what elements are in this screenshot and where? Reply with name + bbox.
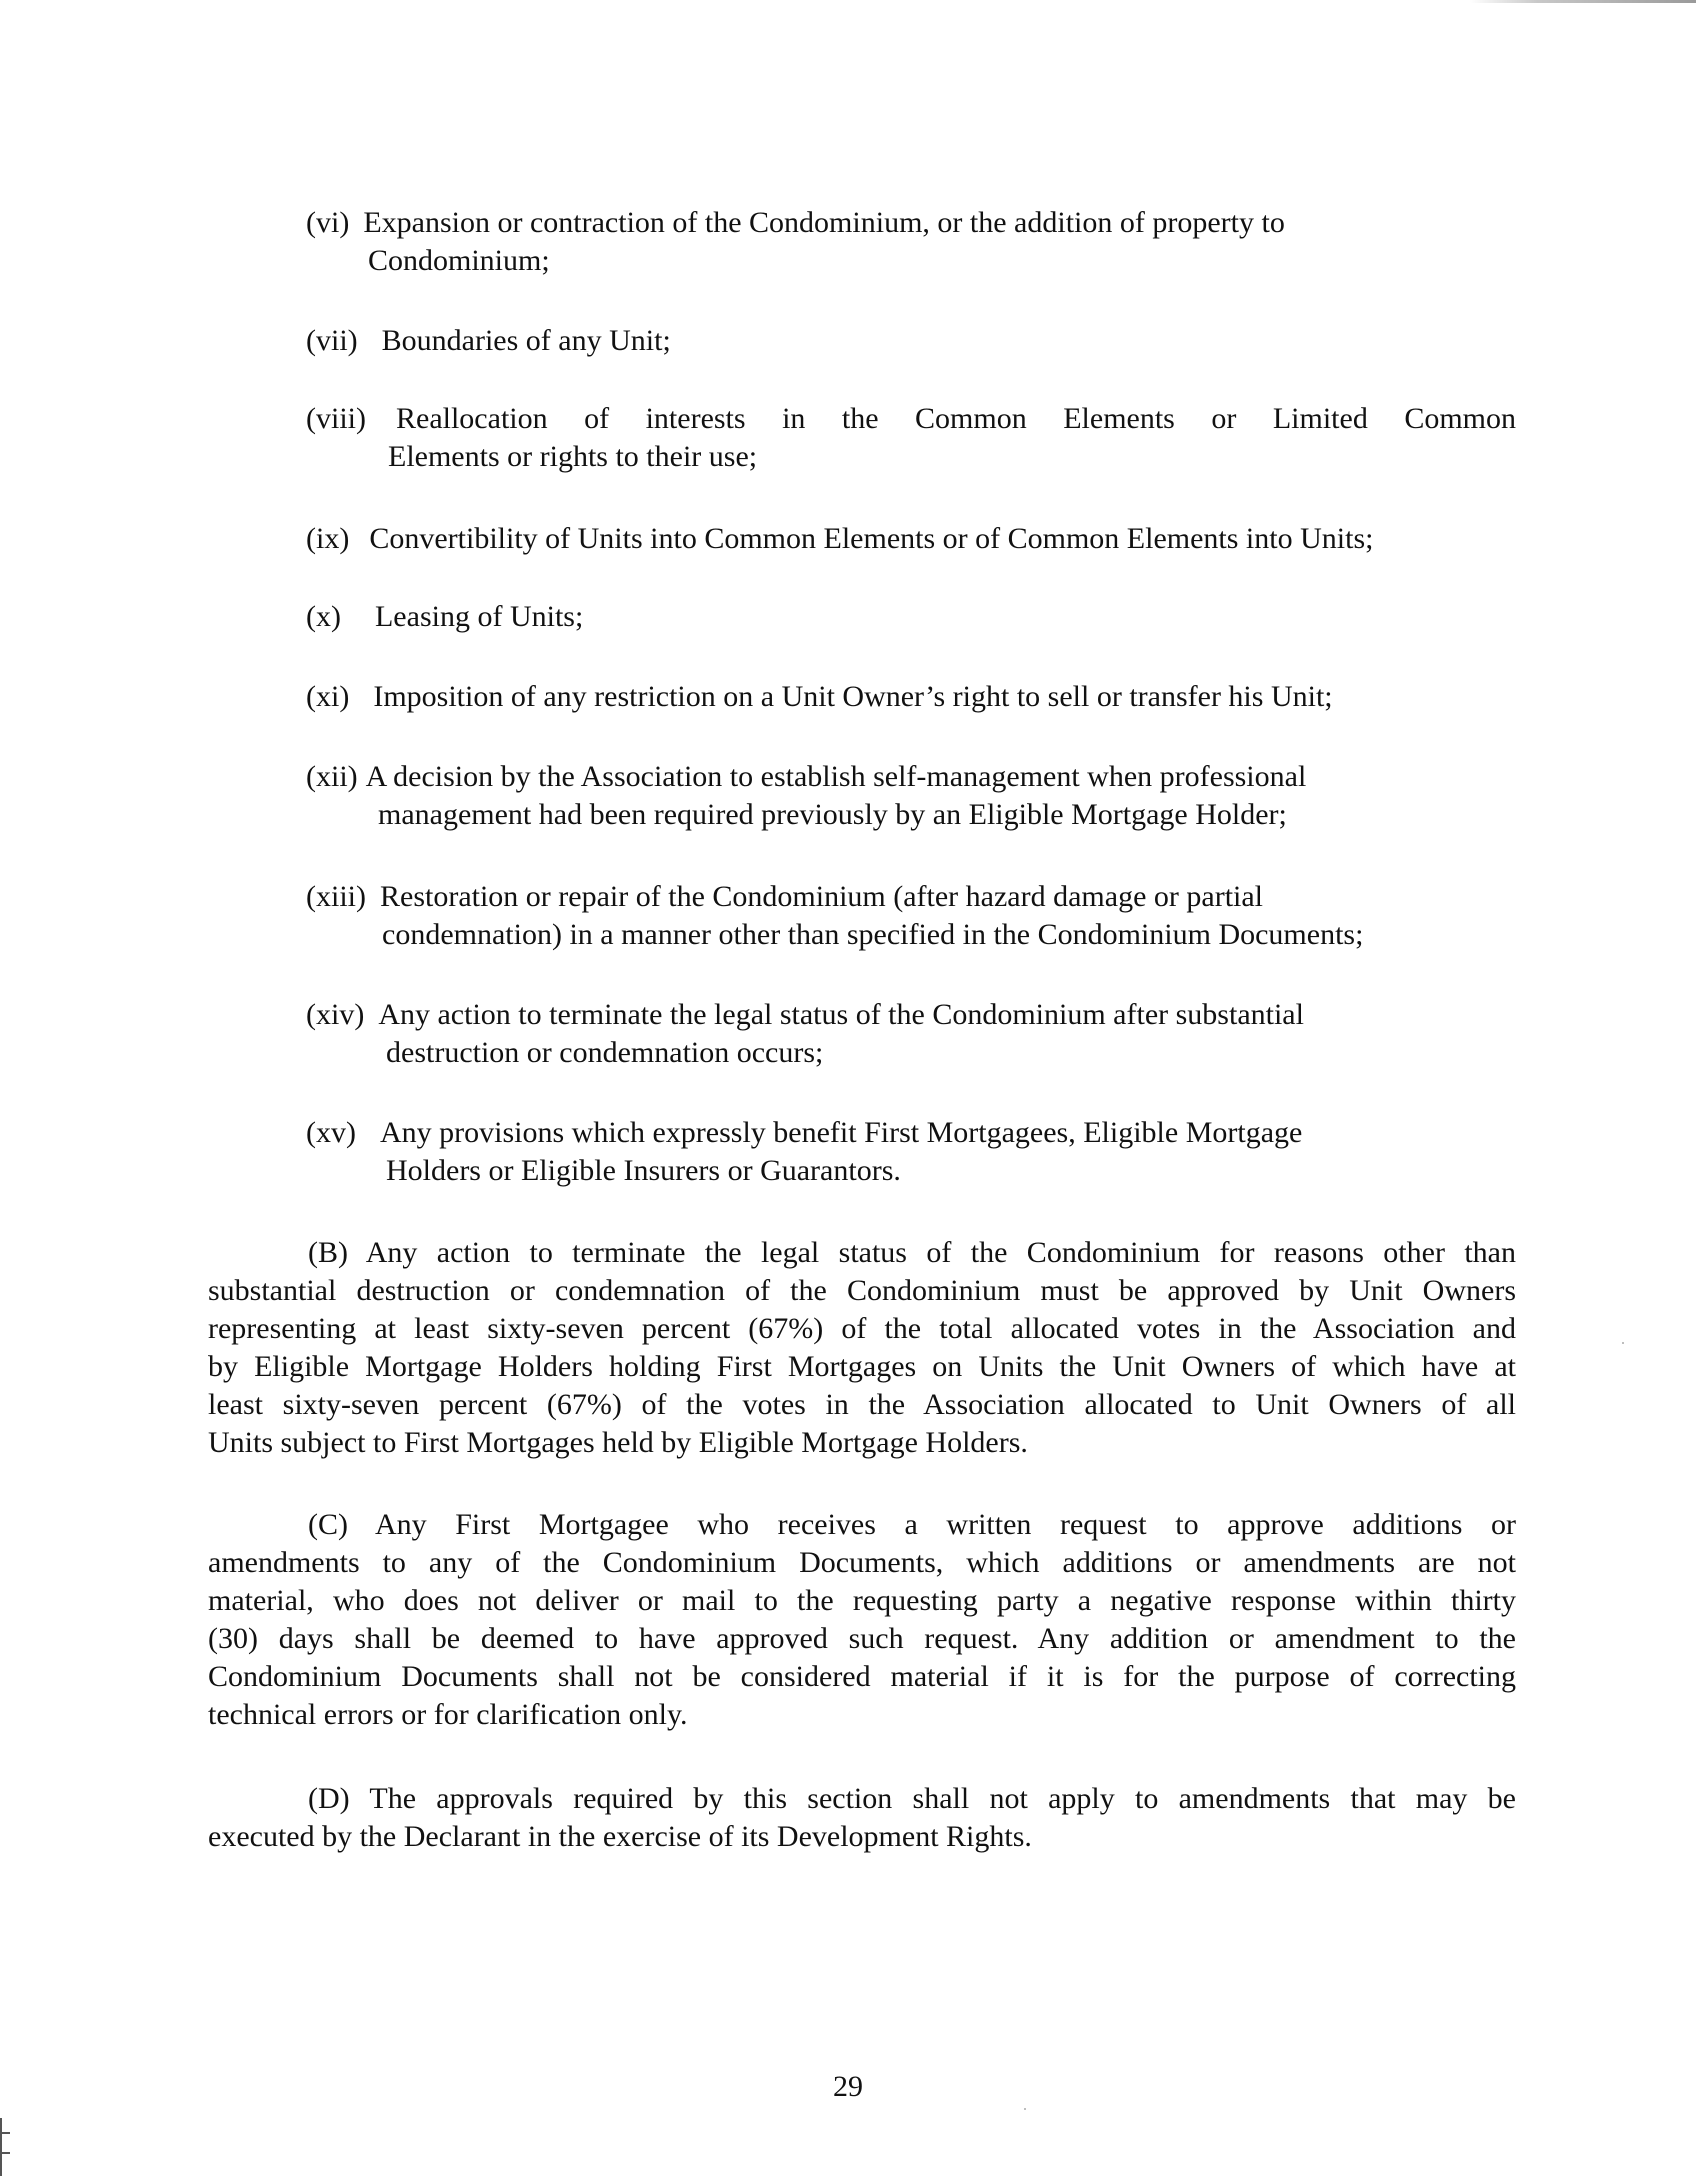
list-item-vi [306, 204, 1516, 280]
list-text-line1: Boundaries of any Unit; [381, 324, 671, 357]
paragraph-line: executed by the Declarant in the exercise of its Development Rights. [208, 1820, 1032, 1853]
list-marker: (xv) [306, 1116, 356, 1149]
paragraph-line: (D) The approvals required by this section shall not apply to amendments that may be [308, 1782, 1516, 1815]
paragraph-line: technical errors or for clarification only. [208, 1698, 688, 1731]
paragraph-line: by Eligible Mortgage Holders holding First Mortgages on Units the Unit Owners of which have at [208, 1350, 1516, 1383]
paragraph-line: Condominium Documents shall not be considered material if it is for the purpose of correcting [208, 1660, 1516, 1693]
list-marker: (vii) [306, 324, 358, 357]
list-item-x [306, 598, 1516, 636]
paragraph-d [208, 1780, 1516, 1856]
list-marker: (x) [306, 600, 341, 633]
paragraph-line: representing at least sixty-seven percent (67%) of the total allocated votes in the Association and [208, 1312, 1516, 1345]
list-item-ix [306, 520, 1516, 558]
scan-edge-mark [1470, 0, 1696, 3]
binding-mark [0, 2118, 6, 2176]
list-item-xiv [306, 996, 1516, 1072]
paragraph-line: material, who does not deliver or mail to the requesting party a negative response within thirty [208, 1584, 1516, 1617]
list-text-line2: management had been required previously by an Eligible Mortgage Holder; [378, 798, 1287, 831]
list-item-viii [306, 400, 1516, 476]
paragraph-line: Units subject to First Mortgages held by Eligible Mortgage Holders. [208, 1426, 1028, 1459]
list-marker: (vi) [306, 206, 350, 239]
list-marker: (ix) [306, 522, 350, 555]
paragraph-line: least sixty-seven percent (67%) of the votes in the Association allocated to Unit Owners of all [208, 1388, 1516, 1421]
list-item-vii [306, 322, 1516, 360]
paragraph-b [208, 1234, 1516, 1462]
list-text-line1: Convertibility of Units into Common Elements or of Common Elements into Units; [369, 522, 1374, 555]
list-marker: (xi) [306, 680, 350, 713]
scan-speck [1024, 2108, 1026, 2110]
list-text-line1: Expansion or contraction of the Condominium, or the addition of property to [363, 206, 1285, 239]
paragraph-line: substantial destruction or condemnation of the Condominium must be approved by Unit Owners [208, 1274, 1516, 1307]
list-text-line1: Restoration or repair of the Condominium (after hazard damage or partial [380, 880, 1264, 913]
list-text-line1: Imposition of any restriction on a Unit Owner’s right to sell or transfer his Unit; [373, 680, 1333, 713]
list-text-line2: Condominium; [368, 244, 550, 277]
page-number: 29 [833, 2070, 863, 2103]
list-text-line2: Holders or Eligible Insurers or Guarantors. [386, 1154, 901, 1187]
list-marker: (xiii) [306, 880, 366, 913]
list-marker: (viii) [306, 402, 366, 435]
list-item-xi [306, 678, 1516, 716]
list-text-line2: condemnation) in a manner other than specified in the Condominium Documents; [382, 918, 1364, 951]
list-marker: (xii) [306, 760, 358, 793]
list-text-line1-wrap [306, 400, 1516, 438]
scan-speck [1622, 1342, 1624, 1344]
paragraph-line: (B) Any action to terminate the legal status of the Condominium for reasons other than [308, 1236, 1516, 1269]
paragraph-line: (C) Any First Mortgagee who receives a written request to approve additions or [308, 1508, 1516, 1541]
list-text-line1: Any provisions which expressly benefit First Mortgagees, Eligible Mortgage [379, 1116, 1303, 1149]
paragraph-c [208, 1506, 1516, 1734]
list-text-line1: Reallocation of interests in the Common Elements or Limited Common [396, 402, 1516, 435]
list-item-xv [306, 1114, 1516, 1190]
list-text-line1: A decision by the Association to establish self-management when professional [365, 760, 1307, 793]
list-text-line1: Leasing of Units; [374, 600, 584, 633]
list-text-line2: Elements or rights to their use; [388, 440, 758, 473]
paragraph-line: amendments to any of the Condominium Documents, which additions or amendments are not [208, 1546, 1516, 1579]
list-marker: (xiv) [306, 998, 365, 1031]
list-item-xiii [306, 878, 1516, 954]
paragraph-line: (30) days shall be deemed to have approved such request. Any addition or amendment to the [208, 1622, 1516, 1655]
list-text-line1: Any action to terminate the legal status of the Condominium after substantial [378, 998, 1304, 1031]
list-item-xii [306, 758, 1516, 834]
list-text-line2: destruction or condemnation occurs; [386, 1036, 824, 1069]
